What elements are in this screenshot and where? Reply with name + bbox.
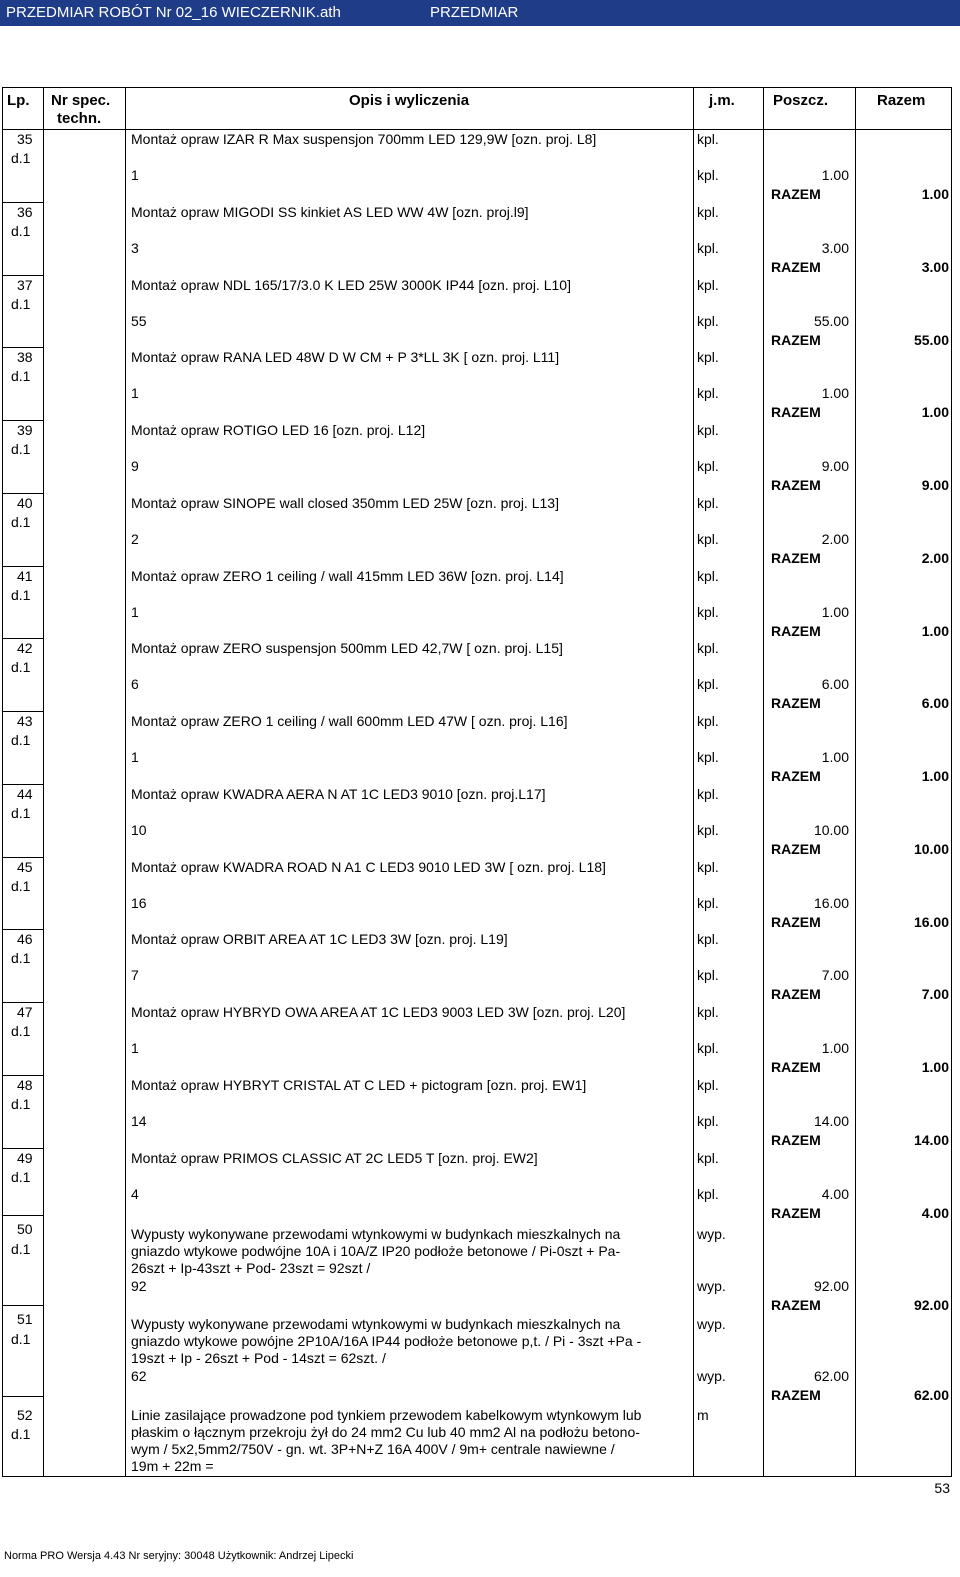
item-poszcz: 9.00 bbox=[821, 458, 849, 474]
item-calc: 1 bbox=[131, 749, 139, 765]
item-calc-unit: kpl. bbox=[697, 167, 719, 183]
item-razem: 16.00 bbox=[913, 913, 949, 930]
item-razem: 2.00 bbox=[921, 549, 949, 566]
item-calc-unit: kpl. bbox=[697, 1112, 719, 1129]
item-description: Montaż opraw RANA LED 48W D W CM + P 3*LL 3K [ ozn. proj. L11] bbox=[131, 349, 560, 366]
row-separator bbox=[3, 1075, 43, 1076]
item-description: 19m + 22m = bbox=[131, 1458, 214, 1474]
estimate-table bbox=[2, 87, 952, 1477]
item-razem-label: RAZEM bbox=[771, 695, 821, 712]
item-razem: 7.00 bbox=[921, 986, 949, 1003]
item-description: Montaż opraw SINOPE wall closed 350mm LED 25W [ozn. proj. L13] bbox=[131, 494, 559, 511]
item-razem-label: RAZEM bbox=[771, 477, 821, 493]
item-calc-unit: kpl. bbox=[697, 749, 719, 765]
item-unit: kpl. bbox=[697, 713, 719, 729]
item-poszcz: 2.00 bbox=[821, 530, 849, 547]
item-calc-unit: kpl. bbox=[697, 676, 719, 693]
item-spec: d.1 bbox=[11, 150, 31, 166]
item-calc: 62 bbox=[131, 1368, 147, 1384]
item-poszcz: 1.00 bbox=[821, 749, 849, 765]
item-razem-label: RAZEM bbox=[771, 331, 821, 348]
item-description: Montaż opraw MIGODI SS kinkiet AS LED WW 4W [ozn. proj.l9] bbox=[131, 203, 529, 220]
item-spec: d.1 bbox=[11, 732, 31, 748]
row-separator bbox=[3, 638, 43, 639]
item-calc-unit: kpl. bbox=[697, 603, 719, 620]
item-lp: 45 bbox=[17, 858, 33, 875]
title-bar bbox=[0, 0, 960, 26]
item-poszcz: 6.00 bbox=[821, 676, 849, 693]
item-unit: wyp. bbox=[697, 1316, 726, 1332]
item-description: gniazdo wtykowe powójne 2P10A/16A IP44 podłoże betonowe p,t. / Pi - 3szt +Pa - bbox=[131, 1333, 642, 1349]
header-opis: Opis i wyliczenia bbox=[349, 92, 470, 109]
item-unit: kpl. bbox=[697, 422, 719, 438]
header-jm: j.m. bbox=[709, 92, 735, 109]
row-separator bbox=[3, 275, 43, 276]
item-spec: d.1 bbox=[11, 877, 31, 894]
item-calc: 55 bbox=[131, 312, 147, 329]
row-separator bbox=[3, 493, 43, 494]
item-calc: 1 bbox=[131, 603, 139, 620]
item-lp: 35 bbox=[17, 131, 33, 147]
item-spec: d.1 bbox=[11, 441, 31, 457]
item-description: Montaż opraw IZAR R Max suspensjon 700mm LED 129,9W [ozn. proj. L8] bbox=[131, 131, 597, 147]
item-unit: kpl. bbox=[697, 1076, 719, 1093]
item-lp: 49 bbox=[17, 1149, 33, 1166]
item-calc-unit: kpl. bbox=[697, 312, 719, 329]
item-razem-label: RAZEM bbox=[771, 404, 821, 421]
item-lp: 52 bbox=[17, 1407, 33, 1423]
item-calc-unit: kpl. bbox=[697, 239, 719, 256]
item-calc: 1 bbox=[131, 385, 139, 402]
item-description: Linie zasilające prowadzone pod tynkiem przewodem kabelkowym wtynkowym lub bbox=[131, 1407, 642, 1423]
item-unit: kpl. bbox=[697, 349, 719, 366]
item-calc: 4 bbox=[131, 1185, 139, 1202]
item-razem-label: RAZEM bbox=[771, 1387, 821, 1403]
item-unit: kpl. bbox=[697, 276, 719, 293]
item-razem: 1.00 bbox=[921, 186, 949, 202]
header-razem: Razem bbox=[877, 92, 926, 109]
item-unit: kpl. bbox=[697, 1004, 719, 1020]
item-lp: 38 bbox=[17, 349, 33, 366]
item-poszcz: 3.00 bbox=[821, 239, 849, 256]
item-description: Montaż opraw ZERO 1 ceiling / wall 415mm LED 36W [ozn. proj. L14] bbox=[131, 567, 564, 584]
item-unit: kpl. bbox=[697, 858, 719, 875]
item-description: Montaż opraw ZERO suspensjon 500mm LED 42,7W [ ozn. proj. L15] bbox=[131, 640, 563, 657]
item-spec: d.1 bbox=[11, 1426, 31, 1442]
header-poszcz: Poszcz. bbox=[773, 92, 829, 109]
item-lp: 41 bbox=[17, 567, 33, 584]
item-lp: 44 bbox=[17, 785, 33, 802]
item-calc: 92 bbox=[131, 1278, 147, 1294]
item-razem: 1.00 bbox=[921, 1059, 949, 1075]
item-unit: kpl. bbox=[697, 494, 719, 511]
item-unit: wyp. bbox=[697, 1226, 726, 1242]
row-separator bbox=[3, 1002, 43, 1003]
item-lp: 43 bbox=[17, 713, 33, 729]
item-calc-unit: kpl. bbox=[697, 1040, 719, 1056]
item-lp: 36 bbox=[17, 203, 33, 220]
item-razem: 55.00 bbox=[913, 331, 949, 348]
item-razem: 3.00 bbox=[921, 258, 949, 275]
item-calc: 9 bbox=[131, 458, 139, 474]
item-razem: 1.00 bbox=[921, 622, 949, 639]
item-spec: d.1 bbox=[11, 1241, 31, 1257]
row-separator bbox=[3, 711, 43, 712]
item-description: Montaż opraw HYBRYT CRISTAL AT C LED + pictogram [ozn. proj. EW1] bbox=[131, 1076, 587, 1093]
item-calc: 1 bbox=[131, 167, 139, 183]
item-unit: kpl. bbox=[697, 567, 719, 584]
item-description: Wypusty wykonywane przewodami wtynkowymi w budynkach mieszkalnych na bbox=[131, 1316, 621, 1332]
document-title: PRZEDMIAR ROBÓT Nr 02_16 WIECZERNIK.ath bbox=[6, 4, 341, 21]
item-poszcz: 55.00 bbox=[813, 312, 849, 329]
item-lp: 47 bbox=[17, 1004, 33, 1020]
item-poszcz: 16.00 bbox=[813, 894, 849, 911]
item-calc: 10 bbox=[131, 821, 147, 838]
row-separator bbox=[3, 202, 43, 203]
item-razem: 1.00 bbox=[921, 404, 949, 421]
item-razem-label: RAZEM bbox=[771, 1131, 821, 1148]
header-nr-spec: Nr spec. bbox=[51, 92, 111, 109]
row-separator bbox=[3, 347, 43, 348]
item-description: Montaż opraw NDL 165/17/3.0 K LED 25W 3000K IP44 [ozn. proj. L10] bbox=[131, 276, 571, 293]
item-unit: kpl. bbox=[697, 131, 719, 147]
row-separator bbox=[3, 929, 43, 930]
item-description: 19szt + Ip - 26szt + Pod - 14szt = 62szt. / bbox=[131, 1350, 386, 1366]
item-lp: 48 bbox=[17, 1076, 33, 1093]
item-description: Montaż opraw KWADRA AERA N AT 1C LED3 9010 [ozn. proj.L17] bbox=[131, 785, 546, 802]
item-spec: d.1 bbox=[11, 513, 31, 530]
item-description: płaskim o łącznym przekroju żył do 24 mm2 Cu lub 40 mm2 Al na podłożu betono- bbox=[131, 1424, 640, 1440]
item-description: Montaż opraw ROTIGO LED 16 [ozn. proj. L12] bbox=[131, 422, 426, 438]
item-poszcz: 1.00 bbox=[821, 167, 849, 183]
item-spec: d.1 bbox=[11, 1168, 31, 1185]
item-razem: 4.00 bbox=[921, 1204, 949, 1221]
item-razem-label: RAZEM bbox=[771, 1059, 821, 1075]
item-razem-label: RAZEM bbox=[771, 768, 821, 784]
item-razem-label: RAZEM bbox=[771, 840, 821, 857]
item-description: Montaż opraw KWADRA ROAD N A1 C LED3 9010 LED 3W [ ozn. proj. L18] bbox=[131, 858, 606, 875]
item-poszcz: 1.00 bbox=[821, 603, 849, 620]
item-unit: kpl. bbox=[697, 640, 719, 657]
item-lp: 51 bbox=[17, 1311, 33, 1327]
item-calc: 7 bbox=[131, 967, 139, 984]
item-poszcz: 1.00 bbox=[821, 385, 849, 402]
item-calc-unit: wyp. bbox=[697, 1368, 726, 1384]
item-calc-unit: kpl. bbox=[697, 894, 719, 911]
item-lp: 50 bbox=[17, 1221, 33, 1237]
item-razem-label: RAZEM bbox=[771, 186, 821, 202]
item-razem: 92.00 bbox=[913, 1297, 949, 1313]
item-lp: 40 bbox=[17, 494, 33, 511]
item-spec: d.1 bbox=[11, 804, 31, 821]
row-separator bbox=[3, 784, 43, 785]
item-calc: 6 bbox=[131, 676, 139, 693]
item-spec: d.1 bbox=[11, 1023, 31, 1039]
item-razem: 62.00 bbox=[913, 1387, 949, 1403]
item-calc: 14 bbox=[131, 1112, 147, 1129]
item-spec: d.1 bbox=[11, 295, 31, 312]
document-type: PRZEDMIAR bbox=[430, 4, 519, 21]
item-calc-unit: kpl. bbox=[697, 1185, 719, 1202]
item-description: Montaż opraw ZERO 1 ceiling / wall 600mm LED 47W [ ozn. proj. L16] bbox=[131, 713, 568, 729]
item-calc: 3 bbox=[131, 239, 139, 256]
row-separator bbox=[3, 129, 43, 130]
item-spec: d.1 bbox=[11, 368, 31, 385]
item-description: Montaż opraw PRIMOS CLASSIC AT 2C LED5 T [ozn. proj. EW2] bbox=[131, 1149, 538, 1166]
page-number: 53 bbox=[934, 1480, 950, 1496]
row-separator bbox=[3, 857, 43, 858]
item-spec: d.1 bbox=[11, 222, 31, 239]
item-unit: kpl. bbox=[697, 931, 719, 948]
item-spec: d.1 bbox=[11, 950, 31, 967]
row-separator bbox=[3, 566, 43, 567]
item-lp: 37 bbox=[17, 276, 33, 293]
item-description: Wypusty wykonywane przewodami wtynkowymi w budynkach mieszkalnych na bbox=[131, 1226, 621, 1242]
item-description: gniazdo wtykowe podwójne 10A i 10A/Z IP20 podłoże betonowe / Pi-0szt + Pa- bbox=[131, 1243, 621, 1259]
item-spec: d.1 bbox=[11, 1331, 31, 1347]
item-poszcz: 1.00 bbox=[821, 1040, 849, 1056]
item-spec: d.1 bbox=[11, 1095, 31, 1112]
item-razem: 10.00 bbox=[913, 840, 949, 857]
row-separator bbox=[3, 1148, 43, 1149]
footer-info: Norma PRO Wersja 4.43 Nr seryjny: 30048 Użytkownik: Andrzej Lipecki bbox=[4, 1550, 354, 1562]
item-unit: kpl. bbox=[697, 203, 719, 220]
item-razem: 9.00 bbox=[921, 477, 949, 493]
item-razem: 6.00 bbox=[921, 695, 949, 712]
item-calc: 16 bbox=[131, 894, 147, 911]
item-calc: 2 bbox=[131, 530, 139, 547]
item-calc-unit: kpl. bbox=[697, 821, 719, 838]
item-calc-unit: kpl. bbox=[697, 458, 719, 474]
header-techn: techn. bbox=[57, 110, 102, 127]
item-razem-label: RAZEM bbox=[771, 1297, 821, 1313]
item-razem: 1.00 bbox=[921, 768, 949, 784]
item-unit: kpl. bbox=[697, 785, 719, 802]
item-razem-label: RAZEM bbox=[771, 258, 821, 275]
item-lp: 42 bbox=[17, 640, 33, 657]
item-lp: 46 bbox=[17, 931, 33, 948]
item-spec: d.1 bbox=[11, 659, 31, 676]
item-calc-unit: wyp. bbox=[697, 1278, 726, 1294]
item-razem-label: RAZEM bbox=[771, 986, 821, 1003]
item-description: Montaż opraw ORBIT AREA AT 1C LED3 3W [ozn. proj. L19] bbox=[131, 931, 508, 948]
item-calc: 1 bbox=[131, 1040, 139, 1056]
item-spec: d.1 bbox=[11, 586, 31, 603]
item-description: wym / 5x2,5mm2/750V - gn. wt. 3P+N+Z 16A 400V / 9m+ centrale nawiewne / bbox=[131, 1441, 615, 1457]
item-razem: 14.00 bbox=[913, 1131, 949, 1148]
item-calc-unit: kpl. bbox=[697, 967, 719, 984]
item-poszcz: 62.00 bbox=[813, 1368, 849, 1384]
header-lp: Lp. bbox=[7, 92, 30, 109]
item-razem-label: RAZEM bbox=[771, 1204, 821, 1221]
item-poszcz: 14.00 bbox=[813, 1112, 849, 1129]
item-description: 26szt + Ip-43szt + Pod- 23szt = 92szt / bbox=[131, 1260, 371, 1276]
item-calc-unit: kpl. bbox=[697, 530, 719, 547]
item-razem-label: RAZEM bbox=[771, 913, 821, 930]
item-unit: m bbox=[697, 1407, 709, 1423]
item-poszcz: 92.00 bbox=[813, 1278, 849, 1294]
item-razem-label: RAZEM bbox=[771, 549, 821, 566]
item-lp: 39 bbox=[17, 422, 33, 438]
item-calc-unit: kpl. bbox=[697, 385, 719, 402]
row-separator bbox=[3, 420, 43, 421]
item-poszcz: 7.00 bbox=[821, 967, 849, 984]
item-razem-label: RAZEM bbox=[771, 622, 821, 639]
item-description: Montaż opraw HYBRYD OWA AREA AT 1C LED3 9003 LED 3W [ozn. proj. L20] bbox=[131, 1004, 626, 1020]
item-poszcz: 4.00 bbox=[821, 1185, 849, 1202]
item-poszcz: 10.00 bbox=[813, 821, 849, 838]
item-unit: kpl. bbox=[697, 1149, 719, 1166]
